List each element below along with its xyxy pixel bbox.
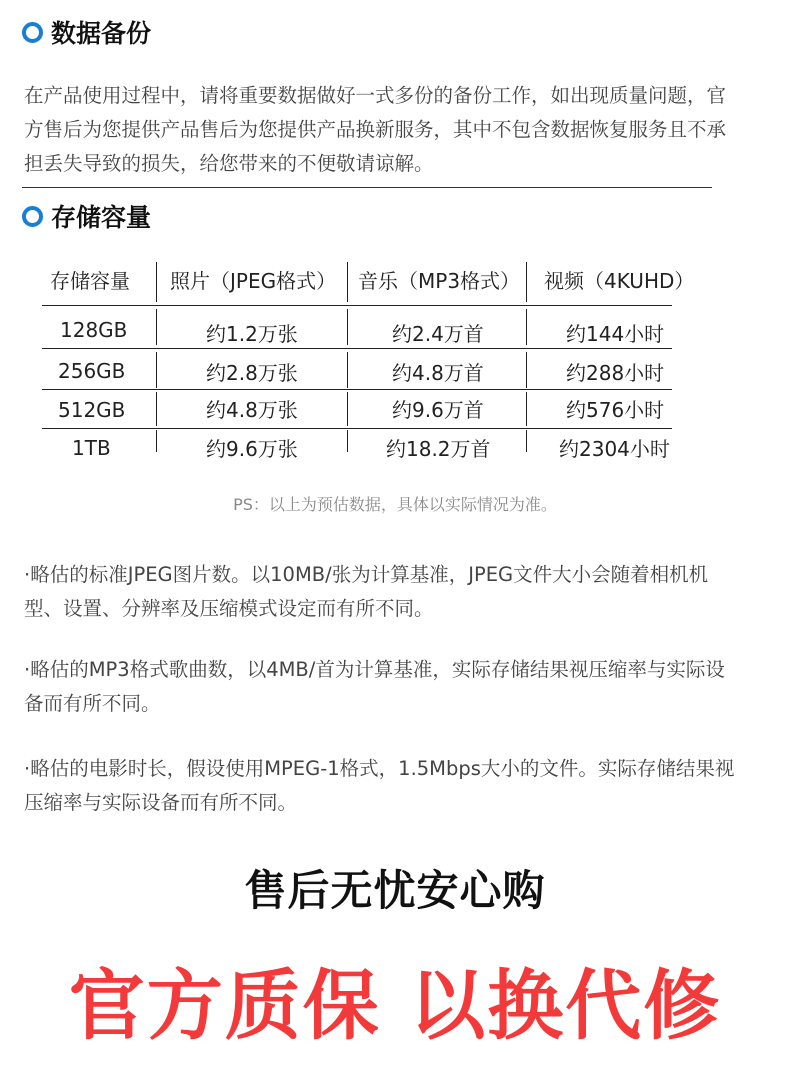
table-grid-line [526,392,527,426]
table-header-cell: 视频（4KUHD） [544,269,695,293]
table-grid-line [347,392,348,426]
note-jpeg: ·略估的标准JPEG图片数。以10MB/张为计算基准，JPEG文件大小会随着相机机型、设置、分辨率及压缩模式设定而有所不同。 [24,563,709,620]
table-grid-line [526,430,527,452]
section-title-backup [22,14,151,50]
divider [22,187,712,188]
table-grid-line [347,262,348,302]
section-title-text: 数据备份 [51,19,152,48]
table-grid-line [347,352,348,388]
table-grid-line [156,392,157,426]
backup-description: 在产品使用过程中，请将重要数据做好一式多份的备份工作，如出现质量问题，官方售后为您提供产品售后为您提供产品换新服务，其中不包含数据恢复服务且不承担丢失导致的损失，给您带来的不便敬请谅解。 [24,84,727,175]
table-grid-line [526,262,527,302]
table-cell: 约144小时 [566,322,665,346]
table-header-cell: 照片（JPEG格式） [170,269,337,293]
table-cell: 约9.6万张 [206,437,298,461]
table-grid-line [42,389,672,390]
table-cell: 512GB [58,398,126,422]
table-cell: 约288小时 [566,361,665,385]
slogan-highlight: 官方质保 以换代修 [68,961,722,1050]
table-cell: 约4.8万首 [392,361,484,385]
table-grid-line [156,430,157,452]
table-cell: 约2.4万首 [392,322,484,346]
table-header-cell: 存储容量 [50,269,130,293]
circle-bullet-icon [22,22,43,43]
note-mp3: ·略估的MP3格式歌曲数，以4MB/首为计算基准，实际存储结果视压缩率与实际设备而有所不同。 [24,658,725,715]
table-grid-line [526,352,527,388]
section-title-text: 存储容量 [51,203,152,232]
table-cell: 256GB [58,359,126,383]
circle-bullet-icon [22,206,43,227]
note-video: ·略估的电影时长，假设使用MPEG-1格式，1.5Mbps大小的文件。实际存储结果视压缩率与实际设备而有所不同。 [24,757,735,814]
table-cell: 约4.8万张 [206,398,298,422]
ps-note: PS：以上为预估数据，具体以实际情况为准。 [233,495,557,514]
table-cell: 约18.2万首 [386,437,491,461]
table-header-cell: 音乐（MP3格式） [358,269,521,293]
section-title-capacity [22,198,151,234]
table-grid-line [42,305,672,306]
table-grid-line [347,309,348,345]
table-grid-line [156,352,157,388]
table-cell: 约2304小时 [559,437,670,461]
table-cell: 约2.8万张 [206,361,298,385]
table-grid-line [42,428,672,429]
table-cell: 128GB [60,318,128,342]
table-grid-line [526,309,527,345]
table-grid-line [156,309,157,345]
table-cell: 约576小时 [566,398,665,422]
table-grid-line [42,348,672,349]
table-grid-line [347,430,348,452]
table-cell: 约9.6万首 [392,398,484,422]
slogan-headline: 售后无忧安心购 [244,866,546,915]
table-cell: 1TB [72,436,111,460]
table-cell: 约1.2万张 [206,322,298,346]
table-grid-line [156,262,157,302]
